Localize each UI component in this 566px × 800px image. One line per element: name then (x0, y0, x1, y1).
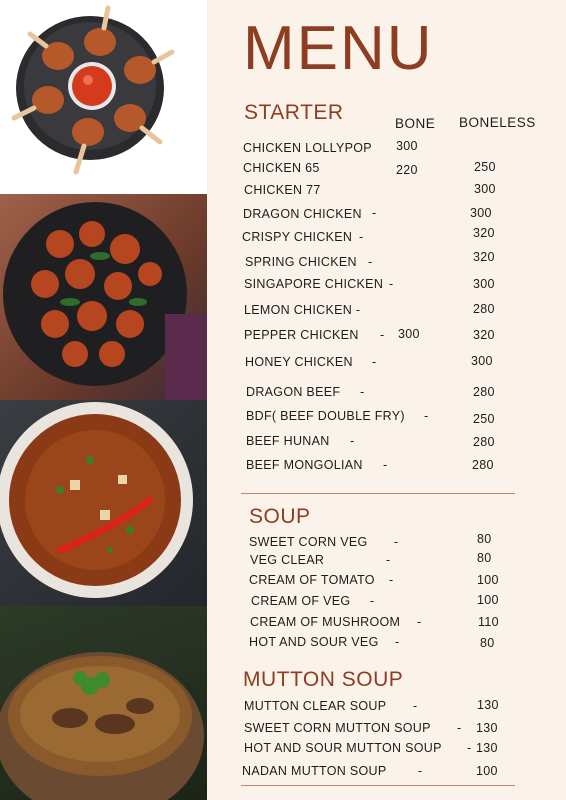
starter-item-bone-price: 300 (398, 327, 420, 341)
starter-item-name: CRISPY CHICKEN (242, 230, 353, 244)
starter-item-dash: - (380, 328, 385, 342)
soup-item-name: CREAM OF VEG (251, 594, 351, 608)
soup-item-price: 80 (480, 636, 495, 650)
mutton-soup-item-name: MUTTON CLEAR SOUP (244, 699, 387, 713)
starter-item-name: PEPPER CHICKEN (244, 328, 359, 342)
menu-title: MENU (243, 14, 434, 83)
soup-item-dash: - (394, 535, 399, 549)
soup-item-name: HOT AND SOUR VEG (249, 635, 379, 649)
starter-item-boneless-price: 320 (473, 226, 495, 240)
mutton-soup-item-price: 130 (476, 721, 498, 735)
starter-item-boneless-price: 280 (473, 435, 495, 449)
starter-item-name: BDF( BEEF DOUBLE FRY) (246, 409, 405, 423)
starter-item-dash: - (360, 385, 365, 399)
soup-item-dash: - (395, 635, 400, 649)
starter-item-name: CHICKEN 65 (243, 161, 320, 175)
starter-item-boneless-price: 320 (473, 328, 495, 342)
soup-item-dash: - (386, 553, 391, 567)
starter-item-dash: - (424, 409, 429, 423)
soup-item-price: 80 (477, 532, 492, 546)
soup-item-dash: - (417, 615, 422, 629)
mutton-soup-item-name: SWEET CORN MUTTON SOUP (244, 721, 431, 735)
mutton-soup-item-price: 130 (476, 741, 498, 755)
soup-item-dash: - (370, 594, 375, 608)
starter-item-dash: - (350, 434, 355, 448)
chilli-chicken-photo (0, 194, 207, 400)
starter-item-dash: - (372, 206, 377, 220)
mutton-soup-heading: MUTTON SOUP (243, 668, 404, 691)
starter-item-boneless-price: 300 (473, 277, 495, 291)
soup-item-name: CREAM OF MUSHROOM (250, 615, 401, 629)
mutton-soup-photo (0, 606, 207, 800)
starter-item-name: BEEF MONGOLIAN (246, 458, 363, 472)
food-photo-column (0, 0, 207, 800)
starter-item-name: CHICKEN 77 (244, 183, 321, 197)
starter-heading: STARTER (244, 101, 344, 124)
soup-item-price: 100 (477, 593, 499, 607)
starter-item-bone-price: 220 (396, 163, 418, 177)
starter-item-name: LEMON CHICKEN - (244, 303, 361, 317)
starter-item-boneless-price: 280 (473, 385, 495, 399)
soup-item-name: CREAM OF TOMATO (249, 573, 375, 587)
starter-item-dash: - (372, 355, 377, 369)
mutton-soup-item-dash: - (413, 699, 418, 713)
starter-item-dash: - (383, 458, 388, 472)
starter-item-boneless-price: 320 (473, 250, 495, 264)
starter-item-dash: - (389, 277, 394, 291)
section-divider (241, 493, 515, 494)
bone-column-header: BONE (395, 116, 436, 131)
soup-item-price: 110 (478, 615, 499, 629)
boneless-column-header: BONELESS (459, 115, 536, 130)
starter-item-boneless-price: 300 (470, 206, 492, 220)
soup-item-name: VEG CLEAR (250, 553, 325, 567)
starter-item-name: HONEY CHICKEN (245, 355, 353, 369)
starter-item-name: SINGAPORE CHICKEN (244, 277, 384, 291)
chicken-lollipop-photo (0, 0, 207, 194)
starter-item-boneless-price: 280 (472, 458, 494, 472)
vegetable-soup-photo (0, 400, 207, 606)
starter-item-name: DRAGON CHICKEN (243, 207, 362, 221)
starter-item-bone-price: 300 (396, 139, 418, 153)
soup-item-price: 100 (477, 573, 499, 587)
soup-item-dash: - (389, 573, 394, 587)
starter-item-boneless-price: 250 (474, 160, 496, 174)
starter-item-name: BEEF HUNAN (246, 434, 330, 448)
soup-item-price: 80 (477, 551, 492, 565)
soup-item-name: SWEET CORN VEG (249, 535, 368, 549)
starter-item-boneless-price: 280 (473, 302, 495, 316)
section-divider (241, 785, 515, 786)
mutton-soup-item-dash: - (418, 764, 423, 778)
soup-heading: SOUP (249, 505, 311, 528)
starter-item-boneless-price: 300 (474, 182, 496, 196)
starter-item-name: DRAGON BEEF (246, 385, 341, 399)
mutton-soup-item-price: 130 (477, 698, 499, 712)
starter-item-boneless-price: 250 (473, 412, 495, 426)
starter-item-dash: - (359, 230, 364, 244)
mutton-soup-item-dash: - (457, 721, 462, 735)
starter-item-name: SPRING CHICKEN (245, 255, 357, 269)
mutton-soup-item-dash: - (467, 741, 472, 755)
mutton-soup-item-price: 100 (476, 764, 498, 778)
starter-item-name: CHICKEN LOLLYPOP (243, 141, 372, 155)
starter-item-boneless-price: 300 (471, 354, 493, 368)
mutton-soup-item-name: HOT AND SOUR MUTTON SOUP (244, 741, 442, 755)
mutton-soup-item-name: NADAN MUTTON SOUP (242, 764, 387, 778)
starter-item-dash: - (368, 255, 373, 269)
